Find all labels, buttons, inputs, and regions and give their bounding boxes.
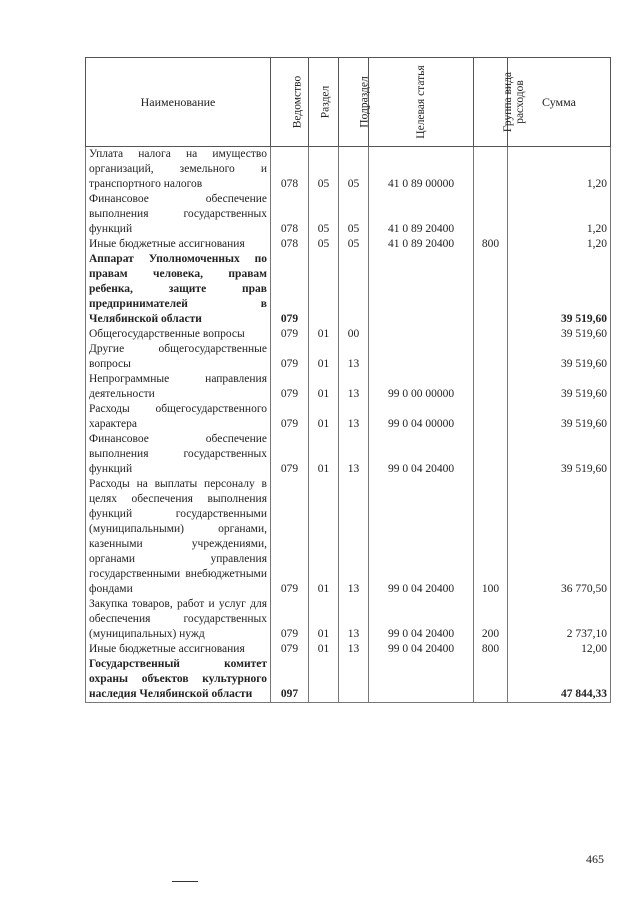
- cell-section: 05: [309, 237, 339, 252]
- cell-section: [309, 657, 339, 703]
- header-group: Группа вида расходов: [474, 58, 508, 147]
- cell-sum: 47 844,33: [508, 657, 611, 703]
- cell-subsection: 13: [339, 402, 369, 432]
- cell-group: 100: [474, 477, 508, 597]
- cell-target: 41 0 89 20400: [369, 237, 474, 252]
- table-row: [86, 402, 611, 432]
- cell-sum: 2 737,10: [508, 597, 611, 642]
- cell-group: [474, 342, 508, 372]
- cell-sum: 1,20: [508, 192, 611, 237]
- table-row: [86, 477, 611, 597]
- cell-dept: 079: [271, 642, 309, 657]
- cell-group: 200: [474, 597, 508, 642]
- cell-section: [309, 252, 339, 327]
- cell-group: 800: [474, 237, 508, 252]
- cell-dept: 079: [271, 372, 309, 402]
- cell-dept: 078: [271, 192, 309, 237]
- cell-name: Расходы общегосударственного характера: [86, 402, 271, 432]
- cell-name: Уплата налога на имущество организаций, земельного и транспортного налогов: [86, 147, 271, 193]
- cell-group: [474, 657, 508, 703]
- cell-group: [474, 147, 508, 193]
- cell-dept: 079: [271, 342, 309, 372]
- table-row: [86, 147, 611, 193]
- cell-dept: 079: [271, 597, 309, 642]
- cell-sum: 1,20: [508, 237, 611, 252]
- cell-sum: 39 519,60: [508, 432, 611, 477]
- cell-dept: 079: [271, 402, 309, 432]
- cell-sum: 39 519,60: [508, 402, 611, 432]
- cell-target: 99 0 04 20400: [369, 432, 474, 477]
- cell-sum: 39 519,60: [508, 327, 611, 342]
- cell-subsection: [339, 657, 369, 703]
- cell-subsection: 13: [339, 597, 369, 642]
- cell-subsection: 00: [339, 327, 369, 342]
- footer-mark: [172, 881, 198, 882]
- cell-sum: 39 519,60: [508, 342, 611, 372]
- cell-section: 01: [309, 432, 339, 477]
- cell-group: [474, 432, 508, 477]
- cell-subsection: 13: [339, 372, 369, 402]
- cell-subsection: 05: [339, 237, 369, 252]
- cell-group: [474, 252, 508, 327]
- cell-sum: 39 519,60: [508, 372, 611, 402]
- cell-group: [474, 402, 508, 432]
- cell-subsection: 05: [339, 192, 369, 237]
- table-row: [86, 597, 611, 642]
- cell-name: Непрограммные направления деятельности: [86, 372, 271, 402]
- cell-subsection: 13: [339, 432, 369, 477]
- cell-dept: 078: [271, 147, 309, 193]
- cell-sum: 12,00: [508, 642, 611, 657]
- cell-target: 41 0 89 20400: [369, 192, 474, 237]
- cell-target: [369, 252, 474, 327]
- cell-dept: 079: [271, 252, 309, 327]
- cell-dept: 097: [271, 657, 309, 703]
- cell-target: 99 0 04 00000: [369, 402, 474, 432]
- table-row: [86, 342, 611, 372]
- cell-name: Иные бюджетные ассигнования: [86, 237, 271, 252]
- table-row: [86, 252, 611, 327]
- cell-name: Иные бюджетные ассигнования: [86, 642, 271, 657]
- table-row: [86, 237, 611, 252]
- table-row: [86, 642, 611, 657]
- cell-target: [369, 657, 474, 703]
- table-row: [86, 432, 611, 477]
- cell-target: 41 0 89 00000: [369, 147, 474, 193]
- header-subsection: Подраздел: [339, 58, 369, 147]
- cell-dept: 079: [271, 477, 309, 597]
- budget-table: [85, 57, 611, 703]
- cell-dept: 079: [271, 432, 309, 477]
- cell-section: 01: [309, 477, 339, 597]
- cell-group: 800: [474, 642, 508, 657]
- cell-group: [474, 192, 508, 237]
- table-row: [86, 327, 611, 342]
- cell-name: Другие общегосударственные вопросы: [86, 342, 271, 372]
- cell-section: 05: [309, 192, 339, 237]
- cell-section: 01: [309, 402, 339, 432]
- cell-subsection: 13: [339, 477, 369, 597]
- header-section: Раздел: [309, 58, 339, 147]
- cell-section: 05: [309, 147, 339, 193]
- cell-group: [474, 327, 508, 342]
- header-dept: Ведомство: [271, 58, 309, 147]
- cell-target: 99 0 00 00000: [369, 372, 474, 402]
- cell-target: [369, 342, 474, 372]
- table-row: [86, 372, 611, 402]
- header-name: Наименование: [86, 58, 271, 147]
- cell-section: 01: [309, 372, 339, 402]
- cell-sum: 36 770,50: [508, 477, 611, 597]
- table-header-row: [86, 58, 611, 147]
- cell-name: Закупка товаров, работ и услуг для обеспечения государственных (муниципальных) нужд: [86, 597, 271, 642]
- cell-sum: 1,20: [508, 147, 611, 193]
- cell-subsection: 13: [339, 642, 369, 657]
- cell-subsection: 05: [339, 147, 369, 193]
- cell-section: 01: [309, 597, 339, 642]
- cell-subsection: 13: [339, 342, 369, 372]
- page-number: 465: [586, 852, 604, 866]
- table-row: [86, 657, 611, 703]
- cell-section: 01: [309, 642, 339, 657]
- cell-section: 01: [309, 327, 339, 342]
- cell-subsection: [339, 252, 369, 327]
- table-row: [86, 192, 611, 237]
- cell-target: [369, 327, 474, 342]
- cell-group: [474, 372, 508, 402]
- cell-name: Расходы на выплаты персоналу в целях обеспечения выполнения функций государственными (муниципальными) органами, казенными учреждениями, органами управления государственными внебюджетными фондами: [86, 477, 271, 597]
- cell-name: Финансовое обеспечение выполнения государственных функций: [86, 192, 271, 237]
- cell-name: Общегосударственные вопросы: [86, 327, 271, 342]
- header-sum: Сумма: [508, 58, 611, 147]
- cell-target: 99 0 04 20400: [369, 477, 474, 597]
- cell-name: Финансовое обеспечение выполнения государственных функций: [86, 432, 271, 477]
- cell-dept: 078: [271, 237, 309, 252]
- cell-target: 99 0 04 20400: [369, 597, 474, 642]
- header-target: Целевая статья: [369, 58, 474, 147]
- cell-name: Государственный комитет охраны объектов культурного наследия Челябинской области: [86, 657, 271, 703]
- cell-section: 01: [309, 342, 339, 372]
- cell-target: 99 0 04 20400: [369, 642, 474, 657]
- cell-sum: 39 519,60: [508, 252, 611, 327]
- cell-dept: 079: [271, 327, 309, 342]
- cell-name: Аппарат Уполномоченных по правам человека, правам ребенка, защите прав предпринимателей в Челябинской области: [86, 252, 271, 327]
